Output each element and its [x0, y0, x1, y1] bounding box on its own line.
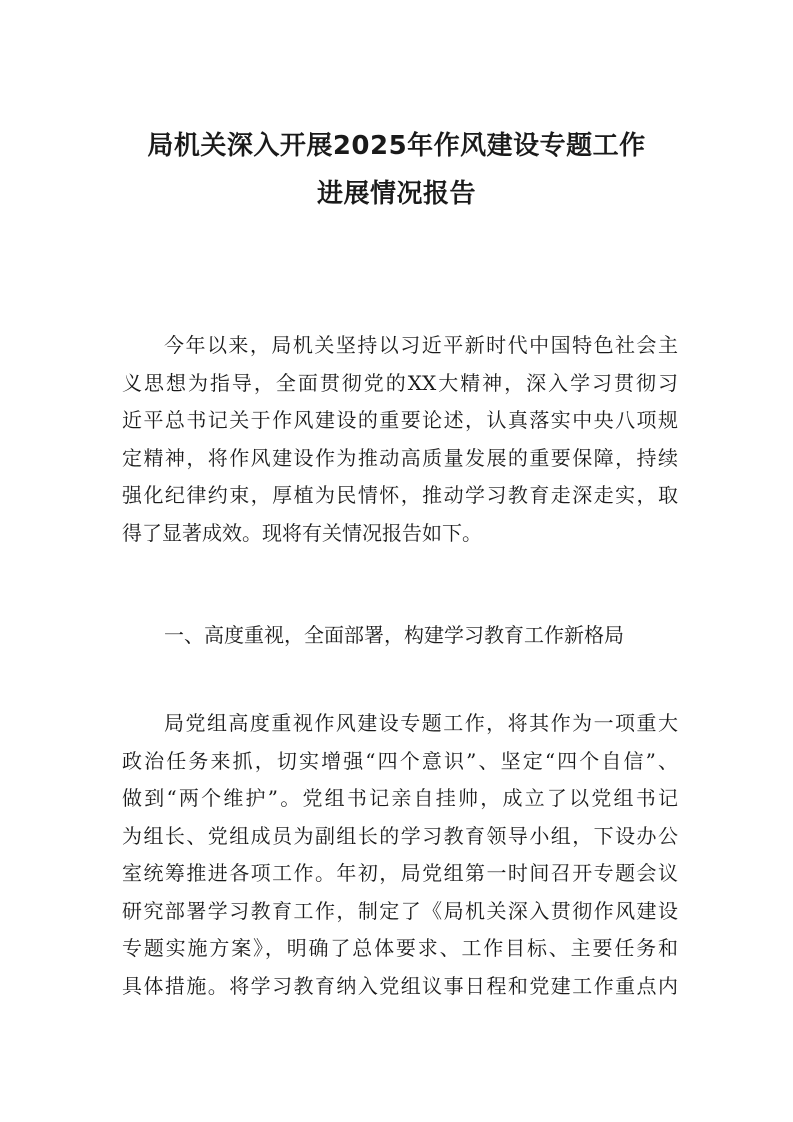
section-1-paragraph [122, 705, 678, 1005]
paragraph-line: 研究部署学习教育工作，制定了《局机关深入贯彻作风建设 [122, 898, 678, 923]
paragraph-line: 具体措施。将学习教育纳入党组议事日程和党建工作重点内 [122, 973, 678, 998]
paragraph-line: 为组长、党组成员为副组长的学习教育领导小组，下设办公 [122, 823, 678, 848]
document-title-line-2: 进展情况报告 [316, 179, 476, 209]
section-1-heading: 一、高度重视，全面部署，构建学习教育工作新格局 [164, 623, 624, 647]
paragraph-line: 室统筹推进各项工作。年初，局党组第一时间召开专题会议 [122, 861, 678, 885]
paragraph-line: 政治任务来抓，切实增强“四个意识”、坚定“四个自信”、 [122, 748, 678, 773]
paragraph-line: 局党组高度重视作风建设专题工作，将其作为一项重大 [164, 711, 678, 735]
paragraph-line: 得了显著成效。现将有关情况报告如下。 [122, 520, 482, 545]
paragraph-line: 专题实施方案》，明确了总体要求、工作目标、主要任务和 [122, 936, 678, 960]
document-title-line-1: 局机关深入开展2025年作风建设专题工作 [147, 131, 646, 161]
paragraph-line: 定精神，将作风建设作为推动高质量发展的重要保障，持续 [122, 445, 678, 470]
paragraph-line: 近平总书记关于作风建设的重要论述，认真落实中央八项规 [122, 408, 678, 432]
paragraph-line: 做到“两个维护”。党组书记亲自挂帅，成立了以党组书记 [122, 786, 678, 810]
paragraph-line: 今年以来，局机关坚持以习近平新时代中国特色社会主 [164, 333, 678, 357]
paragraph-line: 强化纪律约束，厚植为民情怀，推动学习教育走深走实，取 [122, 483, 678, 507]
intro-paragraph [122, 327, 678, 552]
paragraph-line: 义思想为指导，全面贯彻党的XX大精神，深入学习贯彻习 [122, 370, 678, 395]
